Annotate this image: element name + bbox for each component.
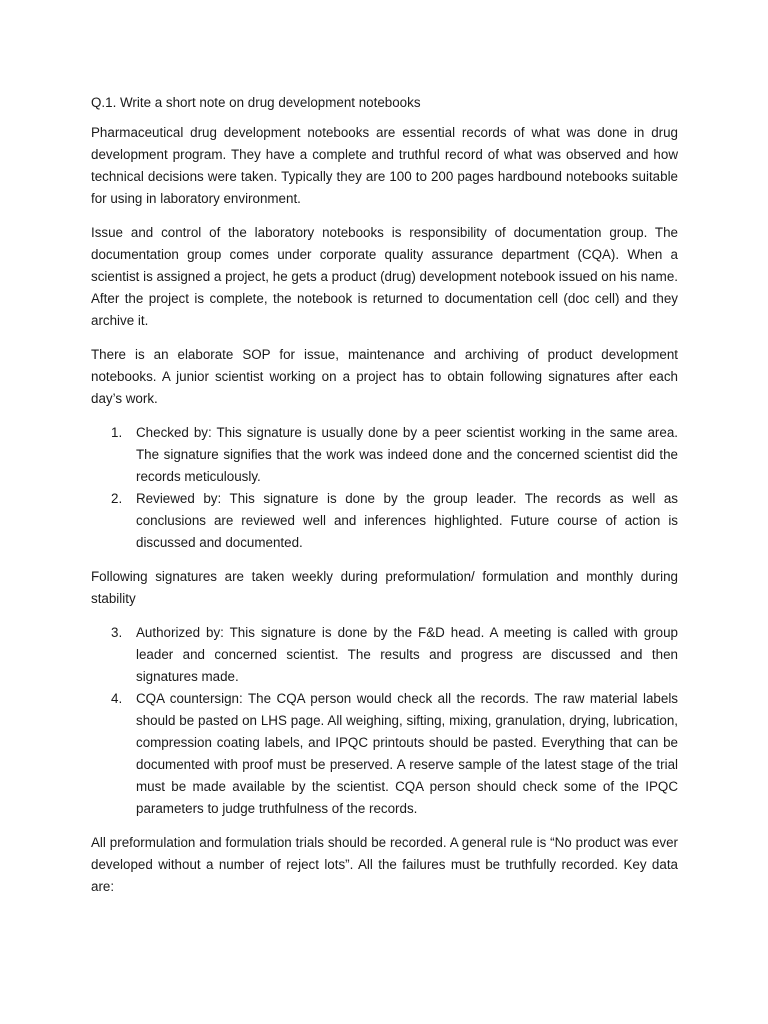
list-item: [91, 488, 678, 554]
list-item-text: CQA countersign: The CQA person would check all the records. The raw material labels should be pasted on LHS page. All weighing, sifting, mixing, granulation, drying, lubrication, compression coating labels, and IPQC printouts should be pasted. Everything that can be documented with proof must be preserved. A reserve sample of the latest stage of the trial must be made available by the scientist. CQA person should check some of the IPQC parameters to judge truthfulness of the records.: [136, 691, 678, 816]
list-item-text: Authorized by: This signature is done by the F&D head. A meeting is called with group leader and concerned scientist. The results and progress are discussed and then signatures made.: [136, 625, 678, 684]
document-page: [91, 92, 678, 909]
paragraph-weekly-signatures: Following signatures are taken weekly during preformulation/ formulation and monthly during stability: [91, 569, 678, 606]
list-item-number: 3.: [111, 625, 123, 640]
question-heading: Q.1. Write a short note on drug development notebooks: [91, 95, 421, 110]
list-item-number: 2.: [111, 491, 123, 506]
list-item-number: 1.: [111, 425, 123, 440]
list-item: [91, 688, 678, 820]
paragraph-key-data: All preformulation and formulation trials should be recorded. A general rule is “No product was ever developed without a number of reject lots”. All the failures must be truthfully recorded. Key data are:: [91, 835, 678, 894]
paragraph-intro: Pharmaceutical drug development notebooks are essential records of what was done in drug development program. They have a complete and truthful record of what was observed and how technical decisions were taken. Typically they are 100 to 200 pages hardbound notebooks suitable for using in laboratory environment.: [91, 125, 678, 206]
paragraph-issue-control: Issue and control of the laboratory notebooks is responsibility of documentation group. The documentation group comes under corporate quality assurance department (CQA). When a scientist is assigned a project, he gets a product (drug) development notebook issued on his name. After the project is complete, the notebook is returned to documentation cell (doc cell) and they archive it.: [91, 225, 678, 328]
list-item-number: 4.: [111, 691, 123, 706]
paragraph-sop: There is an elaborate SOP for issue, maintenance and archiving of product development notebooks. A junior scientist working on a project has to obtain following signatures after each day’s work.: [91, 347, 678, 406]
list-item: [91, 622, 678, 688]
list-item-text: Reviewed by: This signature is done by the group leader. The records as well as conclusions are reviewed well and inferences highlighted. Future course of action is discussed and documented.: [136, 491, 678, 550]
weekly-signatures-list: [91, 622, 678, 820]
list-item-text: Checked by: This signature is usually done by a peer scientist working in the same area. The signature signifies that the work was indeed done and the concerned scientist did the records meticulously.: [136, 425, 678, 484]
list-item: [91, 422, 678, 488]
daily-signatures-list: [91, 422, 678, 554]
